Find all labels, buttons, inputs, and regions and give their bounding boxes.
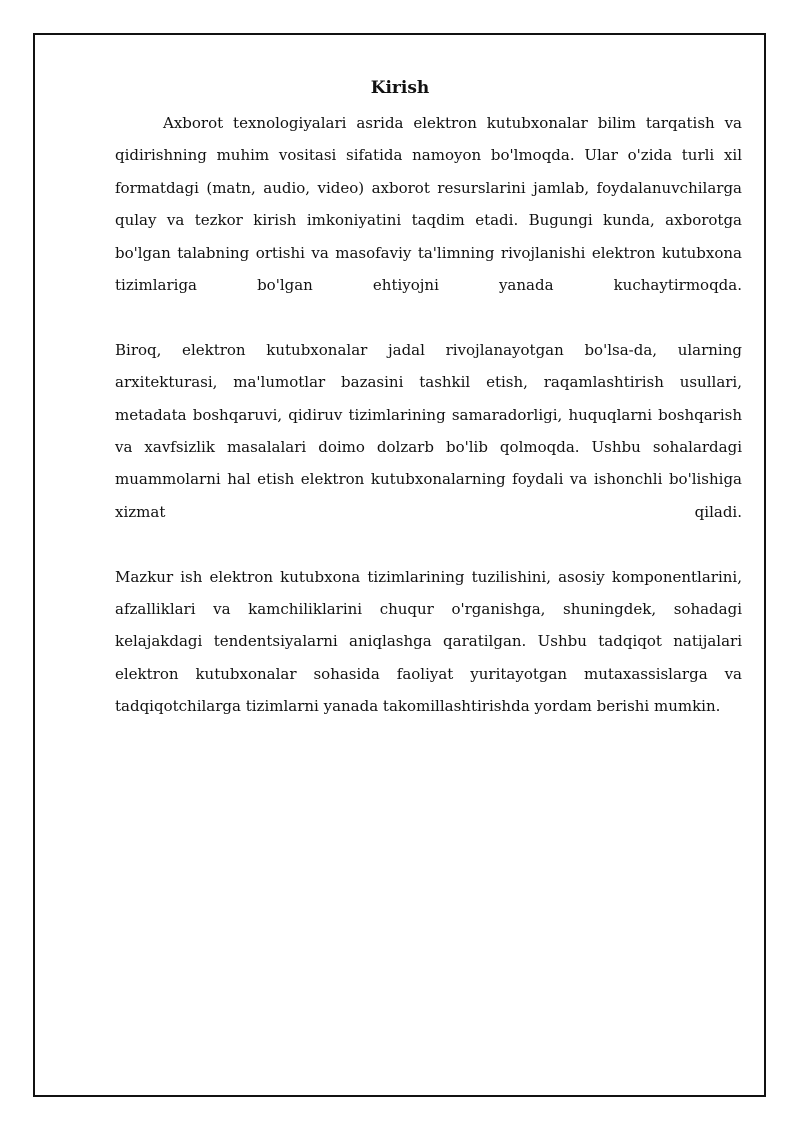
paragraph-intro: Axborot texnologiyalari asrida elektron kutubxonalar bilim tarqatish va qidirishning muhim vositasi sifatida namoyon bo'lmoqda. Ular o'zida turli xil formatdagi (matn, audio, video) axborot resurslarini jamlab, foydalanuvchilarga qulay va tezkor kirish imkoniyatini taqdim etadi. Bugungi kunda, axborotga bo'lgan talabning ortishi va masofaviy ta'limning rivojlanishi elektron kutubxona tizimlariga bo'lgan ehtiyojni yanada kuchaytirmoqda. [115,114,742,295]
document-body [115,107,742,723]
paragraph-aim: Mazkur ish elektron kutubxona tizimlarining tuzilishini, asosiy komponentlarini, afzalliklari va kamchiliklarini chuqur o'rganishga, shuningdek, sohadagi kelajakdagi tendentsiyalarni aniqlashga qaratilgan. Ushbu tadqiqot natijalari elektron kutubxonalar sohasida faoliyat yuritayotgan mutaxassislarga va tadqiqotchilarga tizimlarni yanada takomillashtirishda yordam berishi mumkin. [115,567,742,716]
paragraph-challenges: Biroq, elektron kutubxonalar jadal rivojlanayotgan bo'lsa-da, ularning arxitekturasi, ma'lumotlar bazasini tashkil etish, raqamlashtirish usullari, metadata boshqaruvi, qidiruv tizimlarining samaradorligi, huquqlarni boshqarish va xavfsizlik masalalari doimo dolzarb bo'lib qolmoqda. Ushbu sohalardagi muammolarni hal etish elektron kutubxonalarning foydali va ishonchli bo'lishiga xizmat qiladi. [115,340,742,521]
page-title: Kirish [370,78,430,98]
